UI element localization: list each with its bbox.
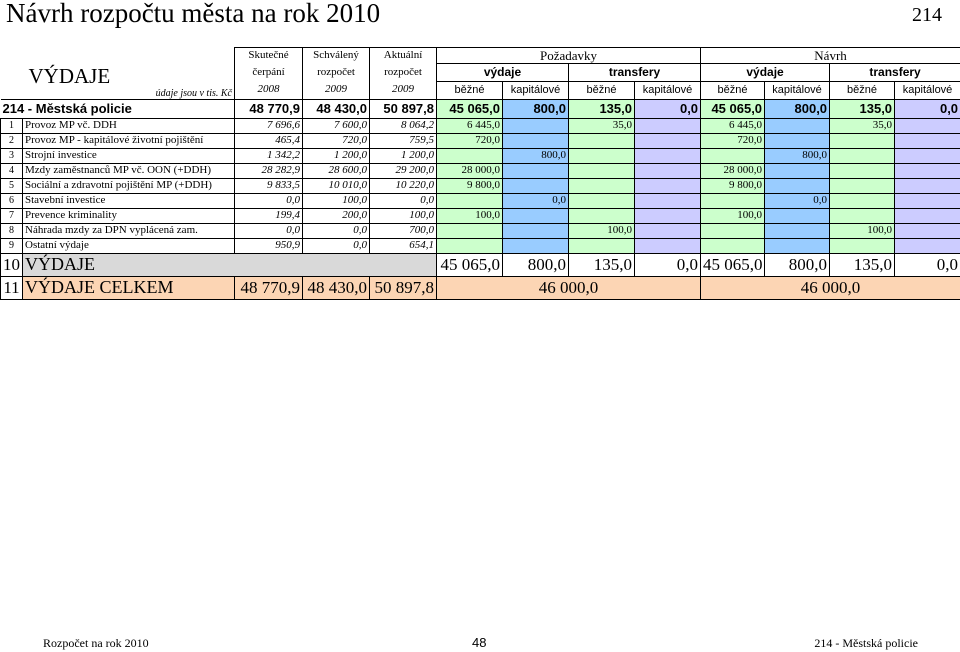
row-label: Prevence kriminality	[23, 208, 235, 223]
header-year-2009a: 2009	[303, 81, 370, 99]
row-number: 3	[1, 148, 23, 163]
row-value: 9 800,0	[701, 178, 765, 193]
row-value: 7 696,6	[235, 118, 303, 133]
chapter-row	[1, 99, 960, 118]
row-value: 200,0	[303, 208, 370, 223]
row-value	[765, 163, 830, 178]
row-number: 2	[1, 133, 23, 148]
row-value	[569, 148, 635, 163]
header-poz-vydaje: výdaje	[437, 64, 569, 82]
row-value	[765, 208, 830, 223]
row-value: 720,0	[437, 133, 503, 148]
vydaje-value: 135,0	[830, 253, 895, 276]
header-schvaleny-2: rozpočet	[303, 64, 370, 82]
vydaje-value: 45 065,0	[701, 253, 765, 276]
table-row	[1, 193, 960, 208]
row-value	[701, 223, 765, 238]
footer-page: 48	[472, 635, 487, 650]
row-value: 28 600,0	[303, 163, 370, 178]
row-value	[830, 208, 895, 223]
row-value: 100,0	[370, 208, 437, 223]
row-value	[569, 208, 635, 223]
row-value: 9 833,5	[235, 178, 303, 193]
row-value	[895, 208, 960, 223]
row-value: 1 342,2	[235, 148, 303, 163]
hdr-bezne: běžné	[701, 81, 765, 99]
row-value: 0,0	[235, 193, 303, 208]
header-skutecne-2: čerpání	[235, 64, 303, 82]
row-value: 0,0	[303, 238, 370, 253]
chapter-value: 45 065,0	[701, 99, 765, 118]
row-value: 10 220,0	[370, 178, 437, 193]
row-value: 100,0	[701, 208, 765, 223]
vydaje-value: 800,0	[765, 253, 830, 276]
row-value: 6 445,0	[437, 118, 503, 133]
row-value: 100,0	[569, 223, 635, 238]
row-number: 9	[1, 238, 23, 253]
celkem-value: 50 897,8	[370, 276, 437, 299]
row-value	[895, 223, 960, 238]
row-value	[830, 133, 895, 148]
header-schvaleny: Schválený	[303, 48, 370, 64]
row-number: 8	[1, 223, 23, 238]
row-number: 10	[1, 253, 23, 276]
row-value: 7 600,0	[303, 118, 370, 133]
header-year-2008: 2008	[235, 81, 303, 99]
row-value	[635, 193, 701, 208]
table-row	[1, 148, 960, 163]
row-value: 0,0	[235, 223, 303, 238]
chapter-value: 135,0	[569, 99, 635, 118]
row-value: 6 445,0	[701, 118, 765, 133]
row-value: 654,1	[370, 238, 437, 253]
row-value	[569, 238, 635, 253]
chapter-value: 800,0	[503, 99, 569, 118]
row-value	[635, 223, 701, 238]
row-label: Mzdy zaměstnanců MP vč. OON (+DDH)	[23, 163, 235, 178]
hdr-kapitalove: kapitálové	[765, 81, 830, 99]
row-value	[503, 238, 569, 253]
header-poz-transfery: transfery	[569, 64, 701, 82]
celkem-label: VÝDAJE CELKEM	[23, 276, 235, 299]
vydaje-row	[1, 253, 960, 276]
chapter-value: 50 897,8	[370, 99, 437, 118]
row-value	[765, 238, 830, 253]
row-value: 0,0	[303, 223, 370, 238]
row-value	[635, 163, 701, 178]
row-value: 0,0	[765, 193, 830, 208]
row-number: 1	[1, 118, 23, 133]
row-value: 28 000,0	[437, 163, 503, 178]
row-value	[503, 133, 569, 148]
row-value	[895, 238, 960, 253]
row-value	[569, 163, 635, 178]
celkem-value: 46 000,0	[701, 276, 960, 299]
row-value	[895, 118, 960, 133]
row-value: 29 200,0	[370, 163, 437, 178]
row-value	[765, 133, 830, 148]
header-aktualni-2: rozpočet	[370, 64, 437, 82]
row-value	[830, 148, 895, 163]
table-row	[1, 223, 960, 238]
row-value	[895, 133, 960, 148]
row-value	[437, 193, 503, 208]
row-value	[569, 193, 635, 208]
row-value	[765, 178, 830, 193]
row-value: 100,0	[303, 193, 370, 208]
table-row	[1, 178, 960, 193]
row-value: 759,5	[370, 133, 437, 148]
row-value: 720,0	[303, 133, 370, 148]
row-value	[701, 193, 765, 208]
header-skutecne: Skutečné	[235, 48, 303, 64]
row-value	[569, 178, 635, 193]
chapter-value: 45 065,0	[437, 99, 503, 118]
row-value	[830, 193, 895, 208]
header-aktualni: Aktuální	[370, 48, 437, 64]
hdr-kapitalove: kapitálové	[635, 81, 701, 99]
row-value: 720,0	[701, 133, 765, 148]
vydaje-value: 0,0	[635, 253, 701, 276]
row-value: 700,0	[370, 223, 437, 238]
vydaje-value: 800,0	[503, 253, 569, 276]
chapter-value: 48 770,9	[235, 99, 303, 118]
row-value	[635, 133, 701, 148]
row-value: 35,0	[830, 118, 895, 133]
row-value	[635, 118, 701, 133]
row-label: Ostatní výdaje	[23, 238, 235, 253]
row-value	[701, 148, 765, 163]
row-value: 1 200,0	[303, 148, 370, 163]
footer-left: Rozpočet na rok 2010	[43, 636, 149, 650]
row-value: 35,0	[569, 118, 635, 133]
row-value: 100,0	[830, 223, 895, 238]
row-value	[895, 178, 960, 193]
header-nav-transfery: transfery	[830, 64, 960, 82]
units-note: údaje jsou v tis. Kč	[155, 87, 232, 99]
row-value: 9 800,0	[437, 178, 503, 193]
row-value	[765, 118, 830, 133]
row-value: 199,4	[235, 208, 303, 223]
row-value: 800,0	[503, 148, 569, 163]
row-value: 28 000,0	[701, 163, 765, 178]
chapter-value: 48 430,0	[303, 99, 370, 118]
row-value	[830, 178, 895, 193]
row-label: Strojní investice	[23, 148, 235, 163]
table-row	[1, 133, 960, 148]
row-value: 10 010,0	[303, 178, 370, 193]
row-number: 5	[1, 178, 23, 193]
row-value: 465,4	[235, 133, 303, 148]
row-number: 6	[1, 193, 23, 208]
section-label: VÝDAJE	[28, 63, 111, 88]
row-value	[830, 163, 895, 178]
row-value	[895, 148, 960, 163]
vydaje-value: 45 065,0	[437, 253, 503, 276]
hdr-bezne: běžné	[830, 81, 895, 99]
chapter-value: 800,0	[765, 99, 830, 118]
row-value	[503, 223, 569, 238]
chapter-value: 135,0	[830, 99, 895, 118]
row-value: 1 200,0	[370, 148, 437, 163]
row-value	[635, 238, 701, 253]
row-value: 950,9	[235, 238, 303, 253]
header-nav-vydaje: výdaje	[701, 64, 830, 82]
vydaje-value: 135,0	[569, 253, 635, 276]
celkem-value: 48 430,0	[303, 276, 370, 299]
header-navrh: Návrh	[701, 48, 960, 64]
row-value: 0,0	[370, 193, 437, 208]
header-year-2009b: 2009	[370, 81, 437, 99]
chapter-label: 214 - Městská policie	[1, 99, 235, 118]
row-value	[701, 238, 765, 253]
row-number: 11	[1, 276, 23, 299]
row-value	[437, 148, 503, 163]
page-title: Návrh rozpočtu města na rok 2010	[6, 0, 381, 28]
chapter-value: 0,0	[895, 99, 960, 118]
row-value	[503, 178, 569, 193]
row-value	[635, 208, 701, 223]
row-value	[503, 118, 569, 133]
vydaje-label: VÝDAJE	[23, 253, 437, 276]
row-label: Náhrada mzdy za DPN vyplácená zam.	[23, 223, 235, 238]
budget-table	[0, 47, 960, 300]
row-value	[635, 178, 701, 193]
vydaje-value: 0,0	[895, 253, 960, 276]
page-number: 214	[912, 4, 942, 26]
chapter-value: 0,0	[635, 99, 701, 118]
table-row	[1, 208, 960, 223]
row-label: Stavební investice	[23, 193, 235, 208]
row-value	[765, 223, 830, 238]
row-label: Sociální a zdravotní pojištění MP (+DDH)	[23, 178, 235, 193]
table-row	[1, 238, 960, 253]
row-value	[437, 223, 503, 238]
hdr-kapitalove: kapitálové	[503, 81, 569, 99]
row-value	[895, 193, 960, 208]
table-row	[1, 118, 960, 133]
table-row	[1, 163, 960, 178]
celkem-row	[1, 276, 960, 299]
row-value	[830, 238, 895, 253]
row-value	[895, 163, 960, 178]
row-value: 0,0	[503, 193, 569, 208]
row-value: 100,0	[437, 208, 503, 223]
row-number: 7	[1, 208, 23, 223]
header-pozadavky: Požadavky	[437, 48, 701, 64]
hdr-bezne: běžné	[437, 81, 503, 99]
row-value	[437, 238, 503, 253]
hdr-kapitalove: kapitálové	[895, 81, 960, 99]
row-value	[635, 148, 701, 163]
row-value	[503, 208, 569, 223]
row-value: 28 282,9	[235, 163, 303, 178]
footer-right: 214 - Městská policie	[814, 636, 918, 650]
hdr-bezne: běžné	[569, 81, 635, 99]
row-label: Provoz MP vč. DDH	[23, 118, 235, 133]
row-number: 4	[1, 163, 23, 178]
row-value	[503, 163, 569, 178]
row-label: Provoz MP - kapitálové životní pojištění	[23, 133, 235, 148]
row-value	[569, 133, 635, 148]
celkem-value: 46 000,0	[437, 276, 701, 299]
row-value: 8 064,2	[370, 118, 437, 133]
celkem-value: 48 770,9	[235, 276, 303, 299]
row-value: 800,0	[765, 148, 830, 163]
